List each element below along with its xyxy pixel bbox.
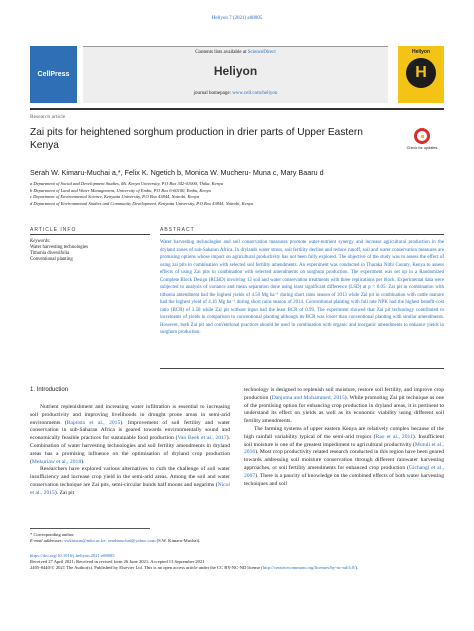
email-line: E-mail addresses: swkimaru@mku.ac.ke, serahmuchai@yahoo.com (S.W. Kimaru-Muchai). <box>30 538 201 543</box>
footnote <box>30 532 444 544</box>
footnote-divider <box>30 528 150 529</box>
affiliation-item: c Department of Environmental Science, Kenyatta University, P.O Box 43844, Nairobi, Kenya <box>30 194 200 200</box>
journal-cover-thumbnail[interactable] <box>398 46 444 103</box>
journal-reference[interactable]: Heliyon 7 (2021) e08005 <box>211 16 263 21</box>
homepage-line: journal homepage: www.cell.com/heliyon <box>193 91 278 96</box>
license-link[interactable]: http://creativecommons.org/licenses/by-nc-nd/4.0/ <box>262 565 356 570</box>
contents-line: Contents lists available at ScienceDirect <box>195 50 276 55</box>
body-text: ). Improvement of soil fertility and water conservation in sub-Saharan Africa is geared towards environmentally sound and economically feasible practices for sustainable food production ( <box>30 419 230 442</box>
article-type: Research article <box>30 114 66 120</box>
article-title: Zai pits for heightened sorghum production in drier parts of Upper Eastern Kenya <box>30 127 363 151</box>
keyword-item: Water harvesting technologies <box>30 245 88 250</box>
body-paragraph <box>244 426 444 488</box>
body-paragraph <box>30 404 230 466</box>
body-text: ). There is a paucity of knowledge on the combined effects of both water harvesting techniques and soil <box>244 472 444 487</box>
check-for-updates-button[interactable] <box>404 128 440 162</box>
check-updates-label: Check for updates <box>406 146 438 150</box>
heliyon-logo-icon: H <box>406 58 436 88</box>
cover-label: Heliyon <box>411 49 431 55</box>
received-dates: Received 27 April 2021; Received in revised form 26 June 2021; Accepted 13 September 2021 <box>30 559 205 564</box>
doi-link[interactable]: https://doi.org/10.1016/j.heliyon.2021.e08005 <box>30 553 115 558</box>
citation-link[interactable]: Mutuli et al., 2016 <box>244 441 444 456</box>
header-center-panel <box>83 46 388 103</box>
body-paragraph <box>244 387 444 426</box>
citation-link[interactable]: Van Beek et al., 2017 <box>177 435 227 442</box>
body-column-left <box>30 404 230 498</box>
body-text: ). Combination of water harvesting technologies and soil fertility amendments in dryland areas has a promising influence on the optimisation of dryland crop production ( <box>30 435 230 465</box>
abstract-text: Water harvesting technologies and soil conservation measures promote water-nutrient synergy and increase agricultural production in the dryland zones of sub-Saharan Africa. In drylands water stress, soil fertility decline and reduce runoff, soil and water conservation measures are promising options whose impact on agricultural productivity has not been fully explored. The objective of the study was to assess the effect of using zai pits in combination with selected soil fertility amendments. An experiment was conducted in Tharaka Nithi County, Kenya to assess effects of using Zai pits in combination with selected amendments on sorghum production. The experiment was set up in a Randomized Complete Block Design (RCBD) involving 12 soil and water conservation treatments with three replications per block. Experimental data were subjected to analysis of variance and mean separation done using least significant difference (LSD) at p < 0.05. Zai pit in combination with tithonia amendment had the highest yields of 4.50 Mg ha⁻¹ during short rains season of 2013 while Zai pit in combination with cattle manure had the highest yield of 4.16 Mg ha⁻¹ during short rains season of 2014. Conventional planting with full rate NPK had the highest benefit-cost ratio (BCR) of 3.58 while Zai pit without input had the least BCR of 0.99. The experiment showed that Zai pit technology contributed to increments of yields in comparison to conventional planting although its BCR was lower than conventional planting with similar amendments. However, both Zai pit and conventional practices should be used in combination with organic and inorganic amendments to enhance yields in sorghum production. <box>160 240 444 335</box>
section-heading-introduction: 1. Introduction <box>30 387 69 393</box>
body-text: ). Most crop productivity related research conducted in this region have been geared towards addressing soil moisture conservation through different rainwater harvesting approaches, or soil fertility amendments for enhanced crop production ( <box>244 449 444 471</box>
abstract-bottom-divider <box>160 368 444 369</box>
keywords-list <box>30 245 150 263</box>
email-links[interactable]: swkimaru@mku.ac.ke, serahmuchai@yahoo.com <box>64 538 156 543</box>
body-text: ). Insufficient soil moisture is one of the greatest impediment to agricultural productivity ( <box>244 433 444 448</box>
citation-link[interactable]: Gichangi et al., 2007 <box>244 464 444 479</box>
journal-title: Heliyon <box>213 64 258 78</box>
body-text: Researchers have explored various alternatives to curb the challenge of soil water insufficiency and increase crop yield in the semi-arid areas. Among the soil and water conservation technique are Zai pits, semi-circular bunds half moons and negarims ( <box>30 466 230 488</box>
body-text: ). While promoting Zai pit technique as one of the promising option for enhancing crop production in dryland areas, it is pertinent to understand its effect on yields as well as its economic viability using different soil fertility amendments. <box>244 394 444 425</box>
affiliations <box>30 181 444 208</box>
publication-info <box>30 553 444 571</box>
journal-header <box>30 46 444 104</box>
affiliation-item: b Department of Land and Water Management, University of Embu, P.O Box 6-60100, Embu, Kenya <box>30 187 211 193</box>
body-text: ). Zai pit <box>54 489 75 496</box>
homepage-link[interactable]: www.cell.com/heliyon <box>232 91 278 96</box>
body-text: technology is designed to replenish soil moisture, restore soil fertility, and improve crop production ( <box>244 387 444 401</box>
citation-link[interactable]: Mekuriaw et al., 2018 <box>31 458 82 465</box>
keywords-label: Keywords: <box>30 239 51 244</box>
corresponding-author-note: * Corresponding author. <box>30 532 75 537</box>
keyword-item: Tithonia diversifolia <box>30 251 70 256</box>
body-paragraph <box>30 466 230 497</box>
license-text: 2405-8440/© 2021 The Author(s). Published by Elsevier Ltd. This is an open access article under the CC BY-NC-ND license (http://creativecommons.org/licenses/by-nc-nd/4.0/). <box>30 565 359 570</box>
author-list: Serah W. Kimaru-Muchai a,*, Felix K. Ngetich b, Monica W. Mucheru- Muna c, Mary Baaru d <box>30 168 324 177</box>
citation-link[interactable]: Baptista et al., 2015 <box>66 419 121 426</box>
article-info-heading: ARTICLE INFO <box>30 227 77 233</box>
keyword-item: Conventional planting <box>30 257 73 262</box>
body-text: The farming systems of upper eastern Kenya are relatively complex because of the high rainfall variability typical of the semi-arid tropics ( <box>244 425 444 440</box>
citation-link[interactable]: Nicol et al., 2015 <box>30 481 230 496</box>
citation-link[interactable]: Danjuma and Mohammed, 2015 <box>271 394 345 401</box>
body-text: Nutrient replenishment and increasing water infiltration is essential to increasing soil productivity and improving livelihoods in drought prone areas in semi-arid environments ( <box>30 404 230 426</box>
affiliation-item: a Department of Social and Development Studies, Mt. Kenya University, P.O Box 342-01000, Thika, Kenya <box>30 181 224 186</box>
header-divider <box>30 108 444 110</box>
check-updates-icon <box>414 128 430 144</box>
body-column-right <box>244 387 444 488</box>
abstract-divider <box>160 234 444 235</box>
sciencedirect-link[interactable]: ScienceDirect <box>247 50 276 55</box>
body-text: ). <box>81 458 85 465</box>
article-info-divider <box>30 234 150 235</box>
cellpress-logo-text: CellPress <box>37 71 70 78</box>
abstract-heading: ABSTRACT <box>160 227 195 233</box>
affiliation-item: d Department of Environmental Studies and Community Development, Kenyatta University, P.O Box 43844, Nairobi, Kenya <box>30 201 254 207</box>
citation-link[interactable]: Rao et al., 2011 <box>375 433 413 440</box>
cellpress-logo[interactable] <box>30 46 77 103</box>
